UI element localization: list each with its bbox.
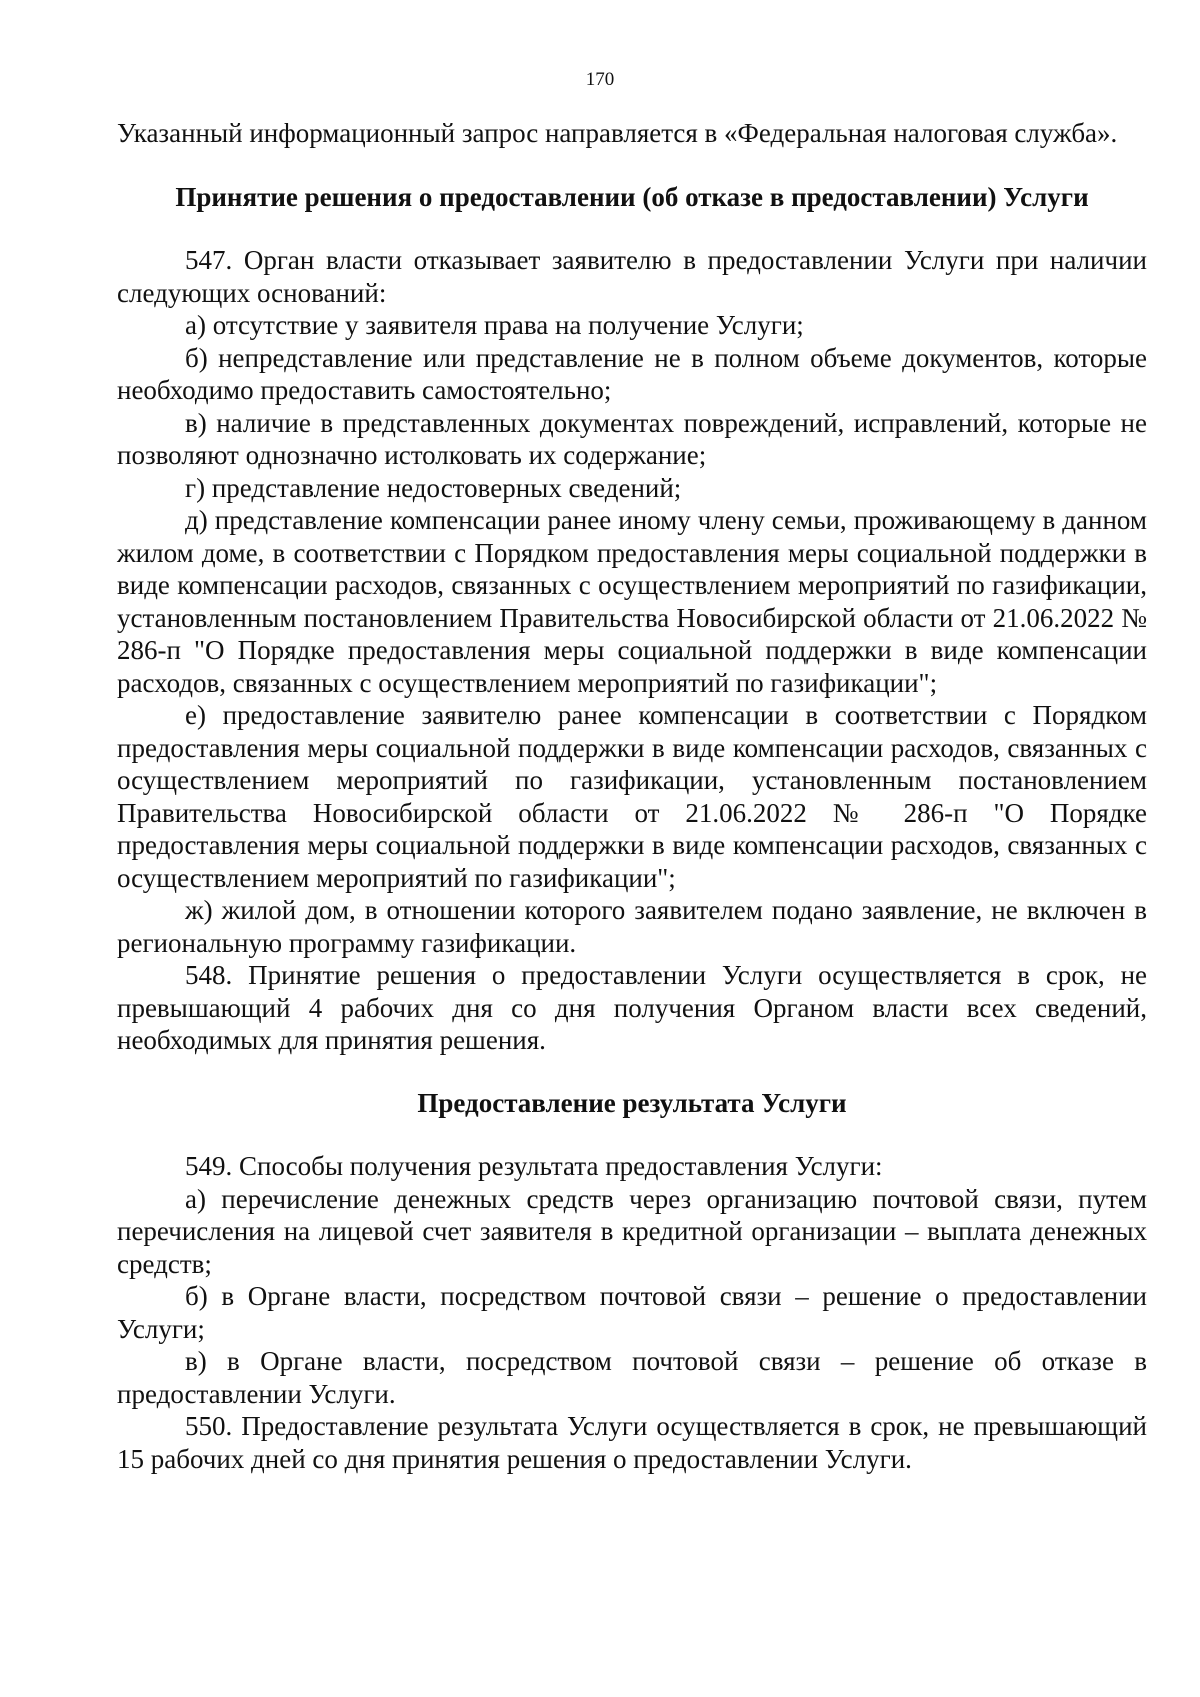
list-item-549-a: а) перечисление денежных средств через организацию почтовой связи, путем перечисления на лицевой счет заявителя в кредитной организации – выплата денежных средств; <box>117 1183 1147 1279</box>
paragraph-549: 549. Способы получения результата предоставления Услуги: <box>185 1151 883 1181</box>
page-content <box>117 117 1147 1475</box>
list-item-547-zh: ж) жилой дом, в отношении которого заявителем подано заявление, не включен в региональную программу газификации. <box>117 895 1147 958</box>
section-heading-result: Предоставление результата Услуги <box>417 1087 847 1118</box>
list-item-547-d: д) представление компенсации ранее иному члену семьи, проживающему в данном жилом доме, в соответствии с Порядком предоставления меры социальной поддержки в виде компенсации расходов, связанных с осуществлением мероприятий по газификации, установленным постановлением Правительства Новосибирской области от 21.06.2022 № 286-п "О Порядке предоставления меры социальной поддержки в виде компенсации расходов, связанных с осуществлением мероприятий по газификации"; <box>117 505 1147 698</box>
list-item-547-v: в) наличие в представленных документах повреждений, исправлений, которые не позволяют однозначно истолковать их содержание; <box>117 407 1147 470</box>
paragraph-548: 548. Принятие решения о предоставлении Услуги осуществляется в срок, не превышающий 4 рабочих дня со дня получения Органом власти всех сведений, необходимых для принятия решения. <box>117 960 1147 1055</box>
intro-paragraph: Указанный информационный запрос направляется в «Федеральная налоговая служба». <box>117 118 1118 148</box>
section-heading-decision: Принятие решения о предоставлении (об отказе в предоставлении) Услуги <box>175 181 1089 212</box>
list-item-547-e: е) предоставление заявителю ранее компенсации в соответствии с Порядком предоставления меры социальной поддержки в виде компенсации расходов, связанных с осуществлением мероприятий по газификации, установленным постановлением Правительства Новосибирской области от 21.06.2022 № 286-п "О Порядке предоставления меры социальной поддержки в виде компенсации расходов, связанных с осуществлением мероприятий по газификации"; <box>117 700 1147 893</box>
paragraph-547: 547. Орган власти отказывает заявителю в предоставлении Услуги при наличии следующих оснований: <box>117 245 1147 308</box>
paragraph-550: 550. Предоставление результата Услуги осуществляется в срок, не превышающий 15 рабочих дней со дня принятия решения о предоставлении Услуги. <box>117 1411 1147 1474</box>
list-item-549-b: б) в Органе власти, посредством почтовой связи – решение о предоставлении Услуги; <box>117 1281 1147 1344</box>
list-item-547-b: б) непредставление или представление не в полном объеме документов, которые необходимо предоставить самостоятельно; <box>117 342 1147 405</box>
list-item-547-g: г) представление недостоверных сведений; <box>185 472 682 503</box>
list-item-549-v: в) в Органе власти, посредством почтовой связи – решение об отказе в предоставлении Услуги. <box>117 1346 1147 1409</box>
page-number: 170 <box>585 69 615 90</box>
list-item-547-a: а) отсутствие у заявителя права на получение Услуги; <box>185 310 804 340</box>
